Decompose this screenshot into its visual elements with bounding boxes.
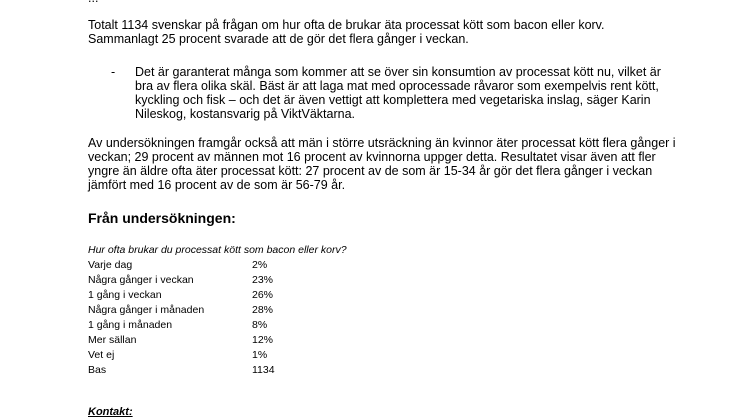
table-row — [88, 273, 275, 288]
row-value: 8% — [252, 319, 268, 331]
cut-off-top-line — [88, 0, 98, 5]
table-row — [88, 333, 275, 348]
row-value: 23% — [252, 274, 274, 286]
contact-label: Kontakt: — [88, 406, 133, 418]
row-label: Mer sällan — [88, 334, 137, 346]
row-label: Bas — [88, 364, 107, 376]
row-label: Några gånger i månaden — [88, 304, 205, 316]
row-value: 1134 — [252, 364, 275, 376]
row-label: Några gånger i veckan — [88, 274, 194, 286]
table-row — [88, 318, 275, 333]
section-heading: Från undersökningen: — [88, 210, 236, 226]
table-row — [88, 288, 275, 303]
table-row — [88, 363, 275, 378]
bullet-dash: - — [111, 65, 116, 79]
paragraph-results: Av undersökningen framgår också att män i större utsräckning än kvinnor äter processat kött flera gånger i veckan; 29 procent av männen mot 16 procent av kvinnorna uppger detta. Resultatet visar även att fler yngre än äldre ofta äter processat kött: 27 procent av de som är 15-34 år gör det flera gånger i veckan jämfört med 16 procent av de som är 56-79 år. — [88, 136, 676, 192]
row-label: Varje dag — [88, 259, 133, 271]
row-value: 2% — [252, 259, 268, 271]
row-value: 28% — [252, 304, 274, 316]
row-label: Vet ej — [88, 349, 115, 361]
table-row — [88, 348, 275, 363]
row-label: 1 gång i månaden — [88, 319, 173, 331]
quote-paragraph: Det är garanterat många som kommer att se över sin konsumtion av processat kött nu, vilket är bra av flera olika skäl. Bäst är att laga mat med oprocessade råvaror som exempelvis rent kött, kyckling och fisk – och det är även vettigt att komplettera med vegetariska inslag, säger Karin Nileskog, kostansvarig på ViktVäktarna. — [135, 65, 661, 121]
survey-table — [88, 258, 275, 378]
row-value: 1% — [252, 349, 268, 361]
row-value: 26% — [252, 289, 274, 301]
table-row — [88, 258, 275, 273]
row-label: 1 gång i veckan — [88, 289, 162, 301]
paragraph-intro: Totalt 1134 svenskar på frågan om hur ofta de brukar äta processat kött som bacon eller korv. Sammanlagt 25 procent svarade att de gör det flera gånger i veckan. — [88, 18, 605, 46]
row-value: 12% — [252, 334, 274, 346]
survey-question: Hur ofta brukar du processat kött som bacon eller korv? — [88, 244, 347, 256]
table-row — [88, 303, 275, 318]
